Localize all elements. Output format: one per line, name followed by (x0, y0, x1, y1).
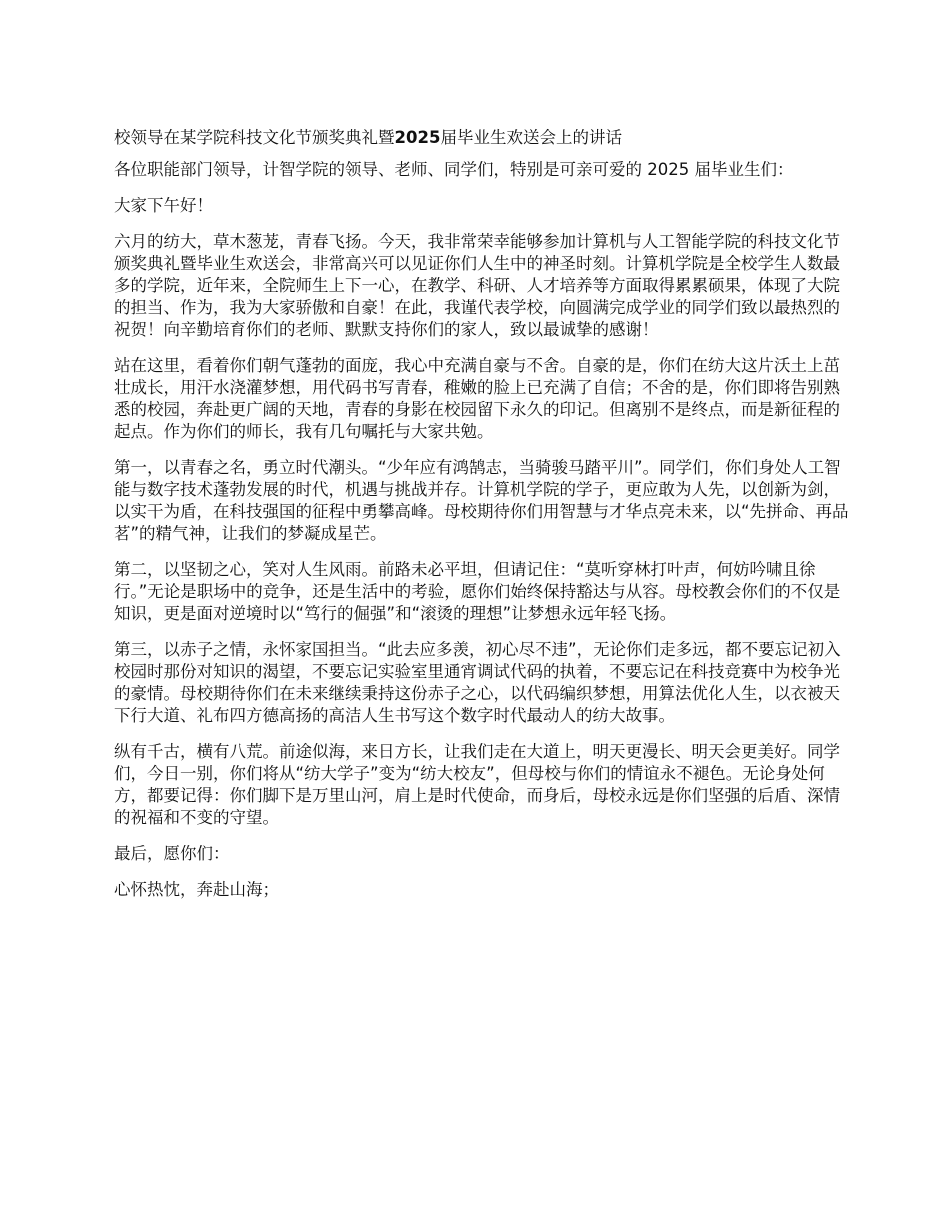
salutation: 各位职能部门领导，计智学院的领导、老师、同学们，特别是可亲可爱的 2025 届毕业生们： (114, 160, 794, 179)
document-title (114, 127, 850, 149)
title-prefix: 校领导在某学院科技文化节颁奖典礼暨 (114, 128, 395, 147)
title-year: 2025 (394, 128, 441, 147)
paragraph-third: 第三，以赤子之情，永怀家国担当。“此去应多羡，初心尽不违”，无论你们走多远，都不要忘记初入校园时那份对知识的渴望，不要忘记实验室里通宵调试代码的执着，不要忘记在科技竞赛中为校争光的豪情。母校期待你们在未来继续秉持这份赤子之心，以代码编织梦想，用算法优化人生，以衣被天下行大道、礼布四方德高扬的高洁人生书写这个数字时代最动人的纺大故事。 (114, 640, 841, 725)
paragraph-wish-lead: 最后，愿你们： (114, 844, 230, 863)
paragraph-wish-line: 心怀热忱，奔赴山海； (114, 880, 279, 899)
paragraph-second: 第二，以坚韧之心，笑对人生风雨。前路未必平坦，但请记住：“莫听穿林打叶声，何妨吟啸且徐行。”无论是职场中的竞争，还是生活中的考验，愿你们始终保持豁达与从容。母校教会你们的不仅是知识，更是面对逆境时以“笃行的倔强”和“滚烫的理想”让梦想永远年轻飞扬。 (114, 560, 841, 623)
paragraph-first: 第一，以青春之名，勇立时代潮头。“少年应有鸿鹄志，当骑骏马踏平川”。同学们，你们身处人工智能与数字技术蓬勃发展的时代，机遇与挑战并存。计算机学院的学子，更应敢为人先，以创新为剑，以实干为盾，在科技强国的征程中勇攀高峰。母校期待你们用智慧与才华点亮未来，以“先拼命、再品茗”的精气神，让我们的梦凝成星芒。 (114, 458, 849, 543)
paragraph-intro: 六月的纺大，草木葱茏，青春飞扬。今天，我非常荣幸能够参加计算机与人工智能学院的科技文化节颁奖典礼暨毕业生欢送会，非常高兴可以见证你们人生中的神圣时刻。计算机学院是全校学生人数最多的学院，近年来，全院师生上下一心，在教学、科研、人才培养等方面取得累累硕果，体现了大院的担当、作为，我为大家骄傲和自豪！在此，我谨代表学校，向圆满完成学业的同学们致以最热烈的祝贺！向辛勤培育你们的老师、默默支持你们的家人，致以最诚挚的感谢！ (114, 232, 840, 339)
greeting: 大家下午好！ (114, 196, 213, 215)
paragraph-reflection: 站在这里，看着你们朝气蓬勃的面庞，我心中充满自豪与不舍。自豪的是，你们在纺大这片沃土上茁壮成长，用汗水浇灌梦想，用代码书写青春，稚嫩的脸上已充满了自信；不舍的是，你们即将告别熟悉的校园，奔赴更广阔的天地，青春的身影在校园留下永久的印记。但离别不是终点，而是新征程的起点。作为你们的师长，我有几句嘱托与大家共勉。 (114, 356, 840, 441)
title-suffix: 届毕业生欢送会上的讲话 (440, 128, 622, 147)
paragraph-future: 纵有千古，横有八荒。前途似海，来日方长，让我们走在大道上，明天更漫长、明天会更美好。同学们，今日一别，你们将从“纺大学子”变为“纺大校友”，但母校与你们的情谊永不褪色。无论身处何方，都要记得：你们脚下是万里山河，肩上是时代使命，而身后，母校永远是你们坚强的后盾、深情的祝福和不变的守望。 (114, 742, 840, 827)
